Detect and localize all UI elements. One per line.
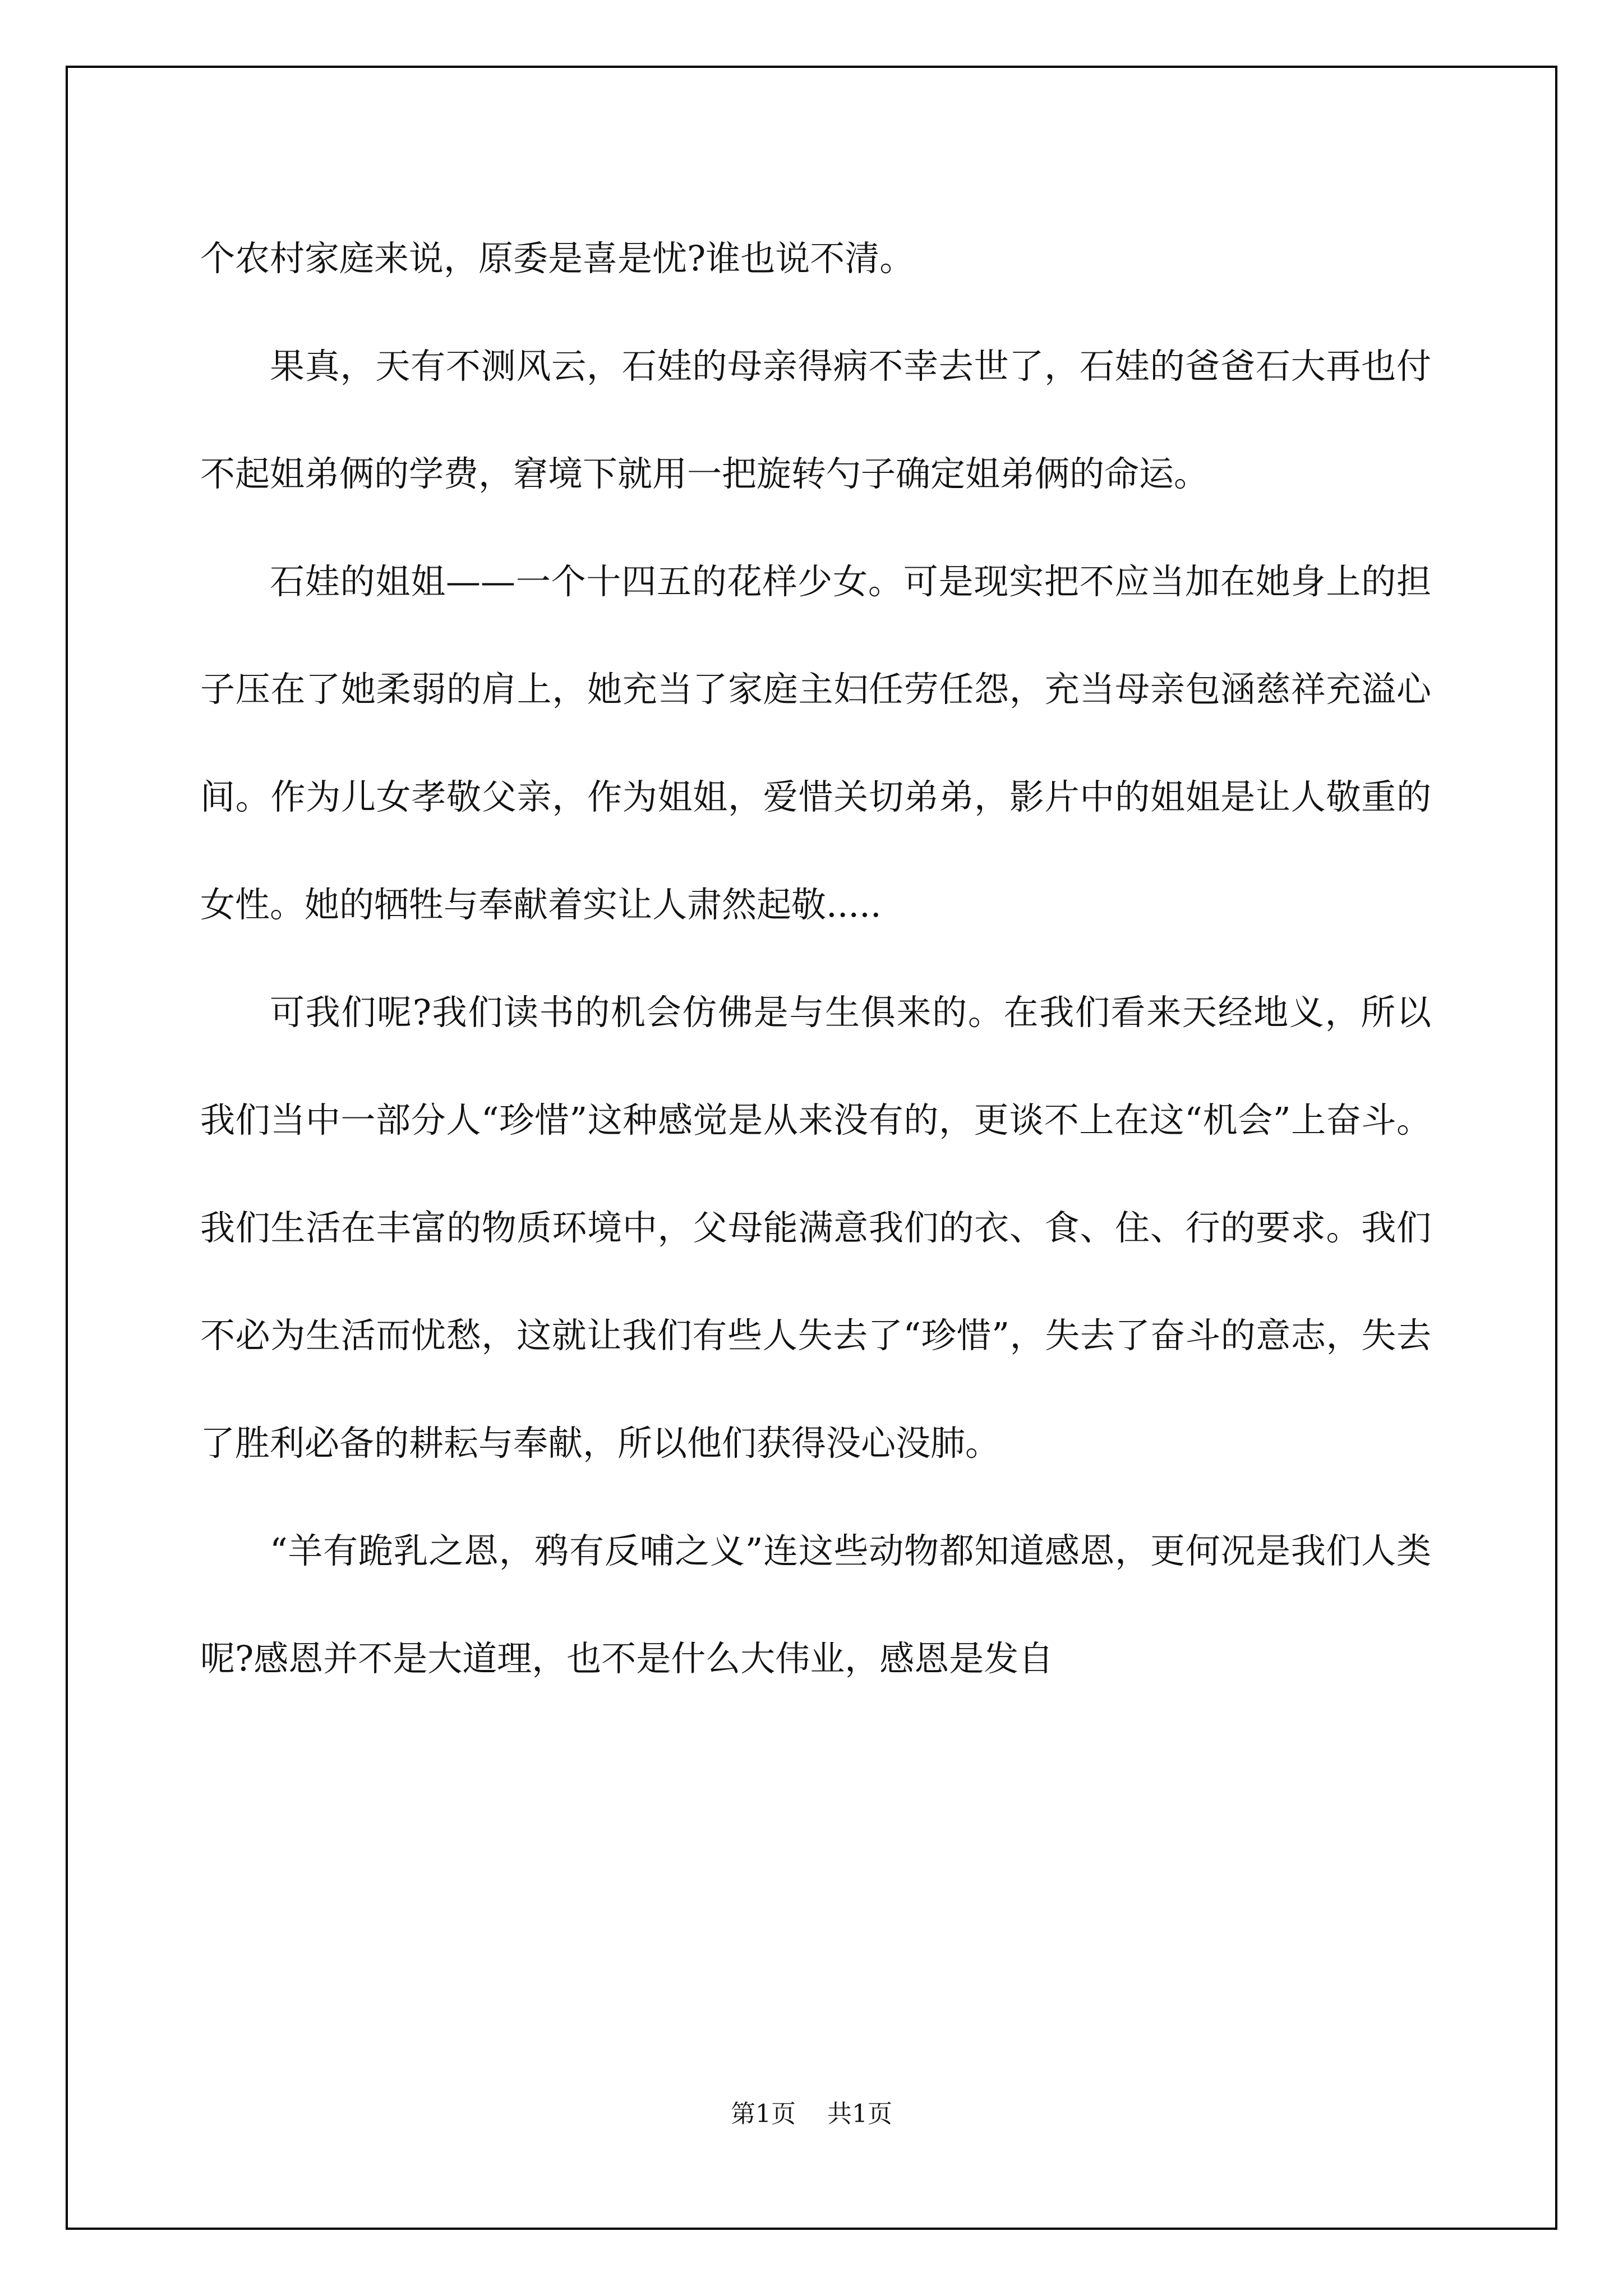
document-body bbox=[200, 205, 1431, 1713]
paragraph-5: “羊有跪乳之恩，鸦有反哺之义”连这些动物都知道感恩，更何况是我们人类呢?感恩并不是大道理，也不是什么大伟业，感恩是发自 bbox=[200, 1530, 1431, 1679]
paragraph-4: 可我们呢?我们读书的机会仿佛是与生俱来的。在我们看来天经地义，所以我们当中一部分人“珍惜”这种感觉是从来没有的，更谈不上在这“机会”上奋斗。我们生活在丰富的物质环境中，父母能满意我们的衣、食、住、行的要求。我们不必为生活而忧愁，这就让我们有些人失去了“珍惜”，失去了奋斗的意志，失去了胜利必备的耕耘与奉献，所以他们获得没心没肺。 bbox=[200, 992, 1431, 1464]
paragraph-1: 个农村家庭来说，原委是喜是忧?谁也说不清。 bbox=[200, 238, 915, 279]
paragraph-3: 石娃的姐姐——一个十四五的花样少女。可是现实把不应当加在她身上的担子压在了她柔弱的肩上，她充当了家庭主妇任劳任怨，充当母亲包涵慈祥充溢心间。作为儿女孝敬父亲，作为姐姐，爱惜关切弟弟，影片中的姐姐是让人敬重的女性。她的牺牲与奉献着实让人肃然起敬..... bbox=[200, 561, 1431, 925]
page-number: 第1页 bbox=[731, 2100, 796, 2128]
paragraph-2: 果真，天有不测风云，石娃的母亲得病不幸去世了，石娃的爸爸石大再也付不起姐弟俩的学费，窘境下就用一把旋转勺子确定姐弟俩的命运。 bbox=[200, 346, 1431, 494]
page-count: 共1页 bbox=[827, 2100, 892, 2128]
page-footer bbox=[0, 2093, 1623, 2129]
